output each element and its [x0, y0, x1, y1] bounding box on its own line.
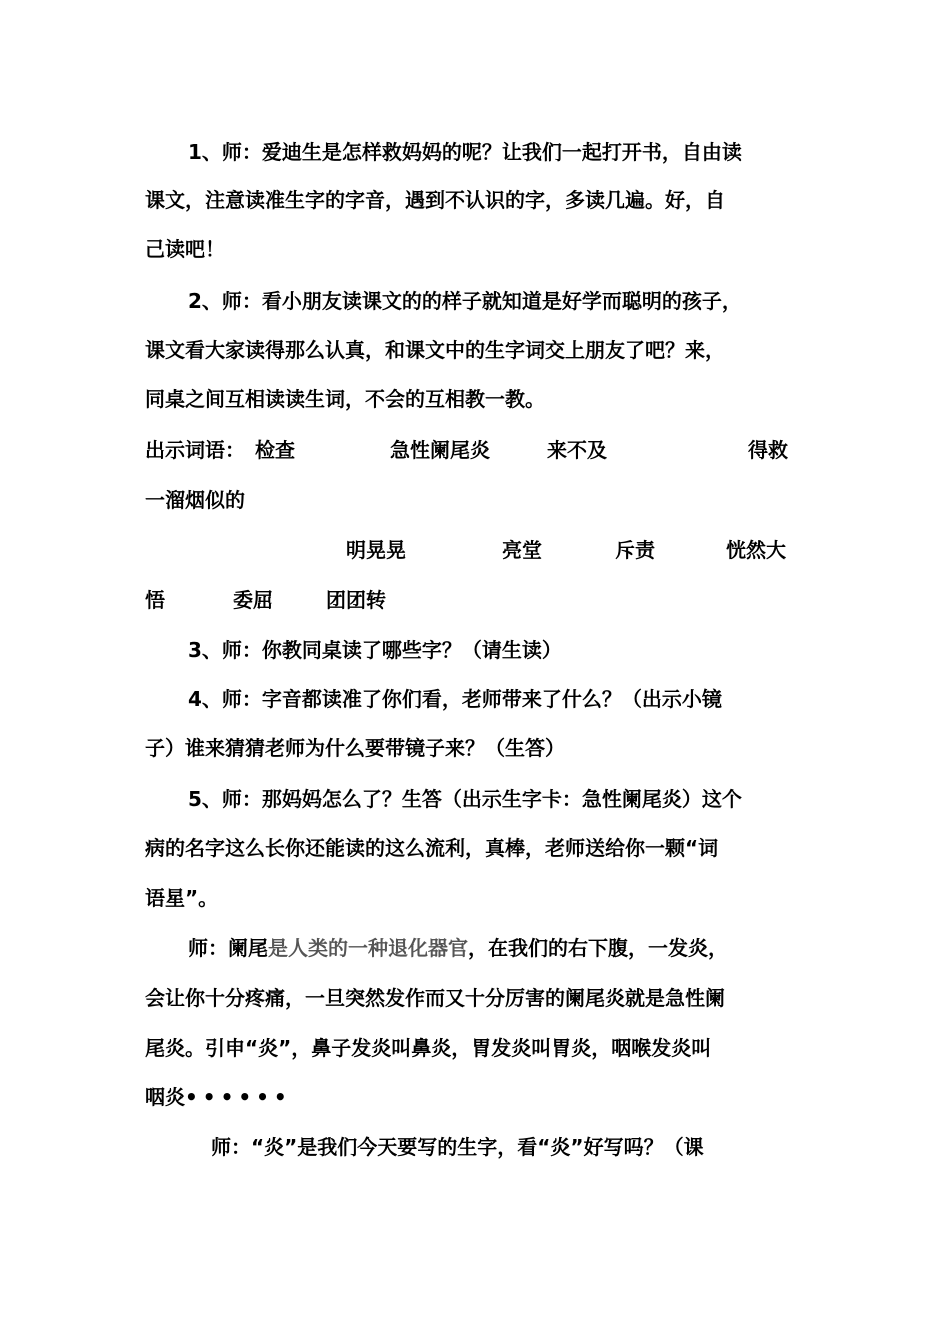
ellipsis-dots: ••••••	[185, 1085, 292, 1109]
paragraph-6-lead: 师：阑尾	[188, 936, 268, 960]
paragraph-2-line-3: 同桌之间互相读读生词，不会的互相教一教。	[145, 387, 545, 411]
word-dejiu: 得救	[748, 438, 788, 462]
paragraph-5-line-3: 语星”。	[145, 886, 219, 910]
paragraph-6-line-2: 会让你十分疼痛，一旦突然发作而又十分厉害的阑尾炎就是急性阑	[145, 986, 725, 1010]
word-laibuji: 来不及	[547, 438, 607, 462]
word-jixing-lanweiyan: 急性阑尾炎	[390, 438, 490, 462]
word-huangranda: 恍然大	[726, 538, 786, 562]
paragraph-6-line-4	[145, 1082, 292, 1112]
paragraph-5-line-1: 5、师：那妈妈怎么了？生答（出示生字卡：急性阑尾炎）这个	[188, 787, 742, 811]
paragraph-1-line-1: 1、师：爱迪生是怎样救妈妈的呢？让我们一起打开书，自由读	[188, 140, 742, 164]
paragraph-7-line-1: 师：“炎”是我们今天要写的生字，看“炎”好写吗？（课	[211, 1135, 704, 1159]
paragraph-2-line-2: 课文看大家读得那么认真，和课文中的生字词交上朋友了吧？来，	[145, 338, 725, 362]
paragraph-1-line-3: 己读吧！	[145, 237, 225, 261]
paragraph-6-yanyan: 咽炎	[145, 1085, 185, 1109]
paragraph-5-line-2: 病的名字这么长你还能读的这么流利，真棒，老师送给你一颗“词	[145, 836, 719, 860]
paragraph-6-highlight: 是人类的一种退化器官	[268, 936, 468, 960]
paragraph-4-line-2: 子）谁来猜猜老师为什么要带镜子来？（生答）	[145, 736, 565, 760]
word-tuantuanzhuan: 团团转	[326, 588, 386, 612]
word-chize: 斥责	[615, 538, 655, 562]
word-weiqu: 委屈	[233, 588, 273, 612]
paragraph-1-line-2: 课文，注意读准生字的字音，遇到不认识的字，多读几遍。好，自	[145, 188, 725, 212]
word-jiancha: 检查	[255, 438, 295, 462]
paragraph-3-line-1: 3、师：你教同桌读了哪些字？（请生读）	[188, 638, 562, 662]
word-minghuanghuang: 明晃晃	[346, 538, 406, 562]
word-list-intro: 出示词语：	[145, 438, 245, 462]
paragraph-4-line-1: 4、师：字音都读准了你们看，老师带来了什么？（出示小镜	[188, 687, 722, 711]
paragraph-6-line-1	[188, 933, 728, 963]
word-liangtang: 亮堂	[502, 538, 542, 562]
word-wu: 悟	[145, 588, 165, 612]
word-yiliuyan: 一溜烟似的	[145, 488, 245, 512]
paragraph-6-rest: ，在我们的右下腹，一发炎，	[468, 936, 728, 960]
paragraph-2-line-1: 2、师：看小朋友读课文的的样子就知道是好学而聪明的孩子，	[188, 289, 742, 313]
paragraph-6-line-3: 尾炎。引申“炎”，鼻子发炎叫鼻炎，胃发炎叫胃炎，咽喉发炎叫	[145, 1036, 712, 1060]
